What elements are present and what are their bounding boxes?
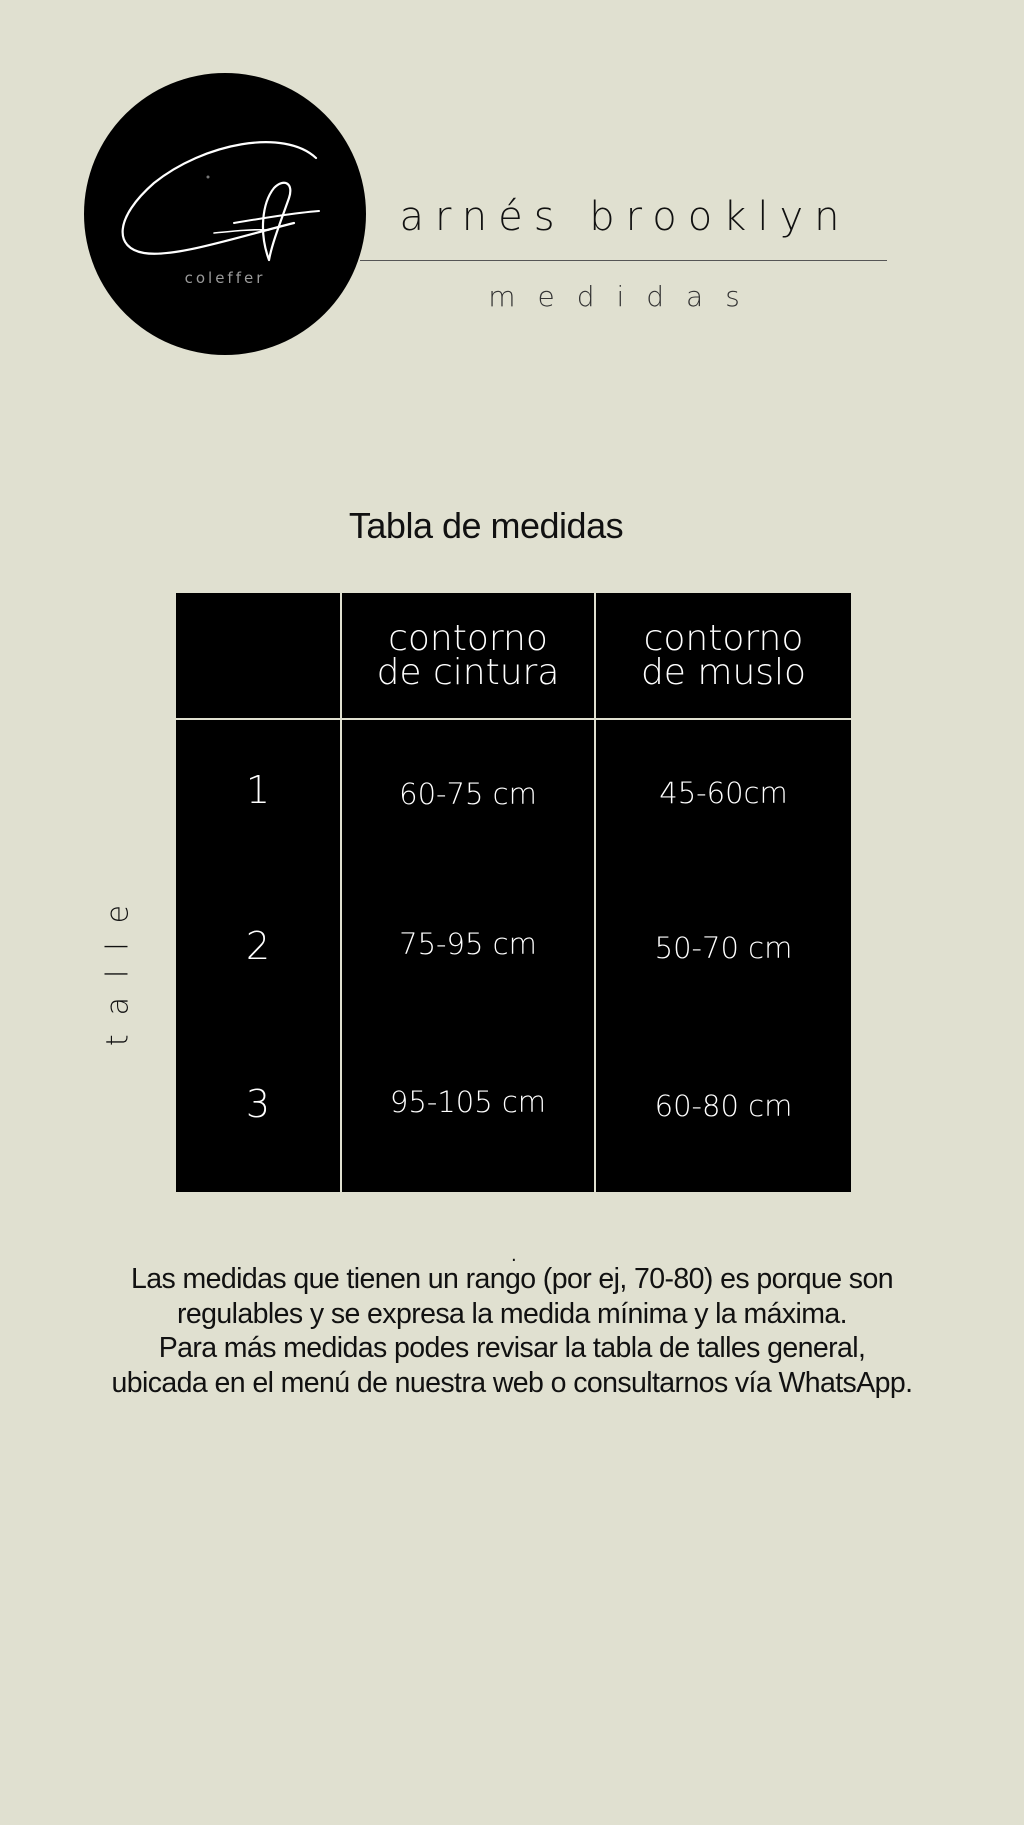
cf-signature-monogram-icon [84,73,366,355]
waist-value-1: 60-75 cm [399,777,537,811]
table-title: Tabla de medidas [348,505,624,546]
size-label-3: 3 [245,1082,271,1126]
notes-line: ubicada en el menú de nuestra web o consultarnos vía WhatsApp. [111,1366,913,1399]
thigh-value-3: 60-80 cm [654,1089,793,1123]
product-title: arnés brooklyn [399,194,851,240]
size-table [176,593,851,1192]
logo-brand-name: coleffer [184,269,266,287]
waist-value-2: 75-95 cm [399,927,537,961]
waist-value-3: 95-105 cm [389,1085,547,1119]
notes-line: regulables y se expresa la medida mínima y la máxima. [177,1297,847,1330]
size-notes [80,1262,944,1400]
notes-line: Para más medidas podes revisar la tabla de talles general, [158,1332,866,1364]
notes-dot: . [511,1245,517,1266]
notes-line: Las medidas que tienen un rango (por ej, 70-80) es porque son [131,1263,893,1295]
size-label-1: 1 [245,768,271,812]
thigh-value-2: 50-70 cm [654,931,793,965]
column-header-thigh: contorno de muslo [640,618,807,693]
table-divider-horizontal [176,718,851,720]
size-axis-label: talle [100,885,136,1047]
header-divider [360,260,887,261]
column-header-waist: contorno de cintura [376,618,560,693]
brand-logo [84,73,366,355]
page-subtitle: medidas [488,280,762,313]
thigh-value-1: 45-60cm [659,776,788,810]
size-label-2: 2 [245,924,271,968]
